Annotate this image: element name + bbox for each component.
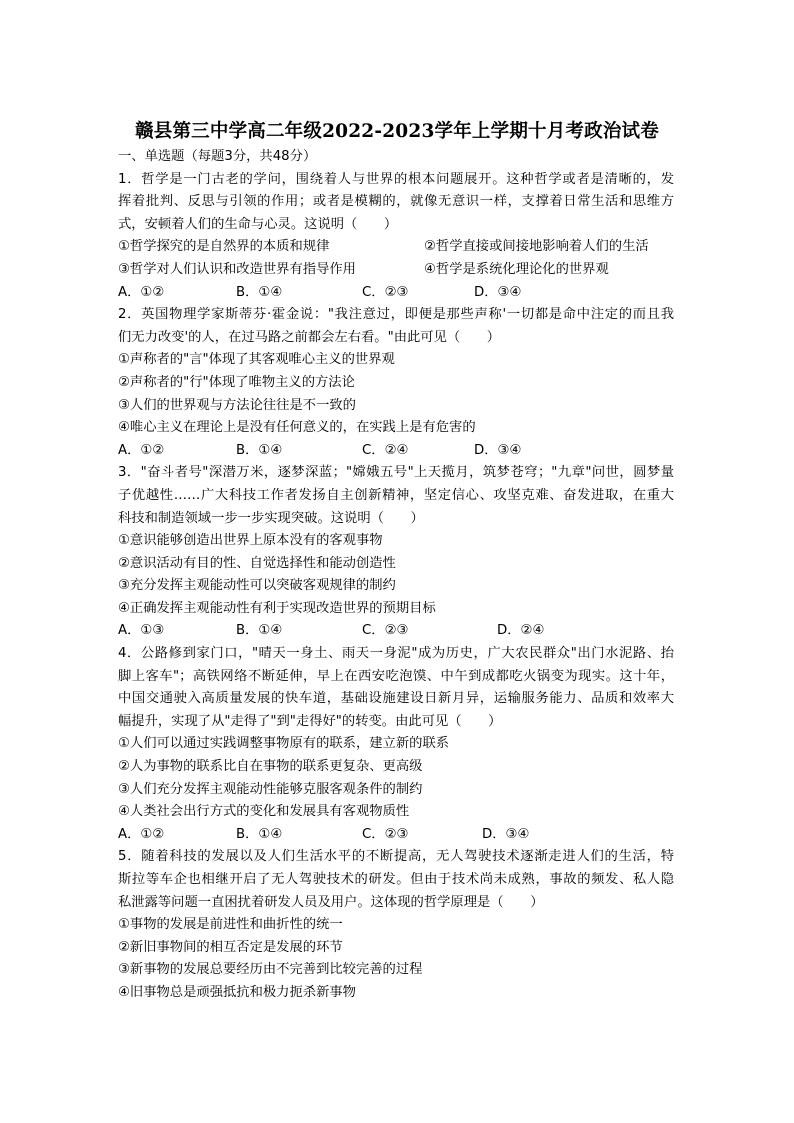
question-4 [118, 643, 674, 846]
question-3-stem-line: 3．"奋斗者号"深潜万米，逐梦深蓝；"嫦娥五号"上天揽月，筑梦苍穹；"九章"问世，圆梦量 [118, 465, 674, 481]
question-4-choices [118, 824, 674, 847]
statement-2: ②新旧事物间的相互否定是发展的环节 [118, 939, 343, 955]
statement-3: ③新事物的发展总要经历由不完善到比较完善的过程 [118, 962, 423, 978]
choice-c[interactable]: C．②③ [362, 284, 409, 300]
statement-2: ②哲学直接或间接地影响着人们的生活 [424, 239, 649, 255]
statement-4: ④哲学是系统化理论化的世界观 [424, 261, 609, 277]
choice-d[interactable]: D．②④ [497, 623, 545, 639]
question-5-stem-line: 5．随着科技的发展以及人们生活水平的不断提高，无人驾驶技术逐渐走进人们的生活，特 [118, 849, 674, 865]
statement-1: ①哲学探究的是自然界的本质和规律 [118, 239, 330, 255]
statement-4: ④旧事物总是顽强抵抗和极力扼杀新事物 [118, 984, 356, 1000]
statement-3: ③人们充分发挥主观能动性能够克服客观条件的制约 [118, 781, 423, 797]
choice-a[interactable]: A．①② [118, 826, 165, 842]
question-5-stem-line: 斯拉等车企也相继开启了无人驾驶技术的研发。但由于技术尚未成熟，事故的频发、私人隐 [118, 872, 674, 887]
choice-c[interactable]: C．②③ [362, 623, 409, 639]
choice-c[interactable]: C．②④ [362, 442, 409, 458]
question-3-stem-line: 子优越性……广大科技工作者发扬自主创新精神，坚定信心、攻坚克难、奋发进取，在重大 [118, 487, 674, 503]
exam-title: 赣县第三中学高二年级2022-2023学年上学期十月考政治试卷 [135, 121, 659, 142]
question-3 [118, 462, 674, 643]
choice-d[interactable]: D．③④ [474, 442, 522, 458]
choice-b[interactable]: B．①④ [236, 623, 283, 639]
question-1-stem-line: 挥着批判、反思与引领的作用；或者是模糊的，就像无意识一样，支撑着日常生活和思维方 [118, 194, 674, 210]
statement-1: ①声称者的"言"体现了其客观唯心主义的世界观 [118, 352, 395, 368]
choice-b[interactable]: B．①④ [236, 284, 283, 300]
statement-4: ④正确发挥主观能动性有利于实现改造世界的预期目标 [118, 600, 436, 616]
choice-a[interactable]: A．①② [118, 442, 165, 458]
choice-b[interactable]: B．①④ [236, 826, 283, 842]
choice-c[interactable]: C．②③ [362, 826, 409, 842]
question-2-stem-line: 2．英国物理学家斯蒂芬·霍金说："我注意过，即便是那些声称'一切都是命中注定的而且我 [118, 307, 674, 323]
question-2 [118, 304, 674, 462]
question-1-statements-row [118, 259, 674, 282]
statement-4: ④唯心主义在理论上是没有任何意义的，在实践上是有危害的 [118, 420, 476, 436]
question-3-choices [118, 620, 674, 643]
statement-3: ③充分发挥主观能动性可以突破客观规律的制约 [118, 578, 396, 594]
question-4-stem-line: 脚上客车"；高铁网络不断延伸，早上在西安吃泡馍、中午到成都吃火锅变为现实。这十年， [118, 668, 674, 684]
choice-a[interactable]: A．①② [118, 284, 165, 300]
statement-2: ②意识活动有目的性、自觉选择性和能动创造性 [118, 555, 396, 571]
question-4-stem-line: 中国交通驶入高质量发展的快车道，基础设施建设日新月异，运输服务能力、品质和效率大 [118, 691, 674, 707]
choice-d[interactable]: D．③④ [474, 284, 522, 300]
question-1-statements-row [118, 236, 674, 259]
statement-3: ③人们的世界观与方法论往往是不一致的 [118, 397, 356, 413]
section-heading: 一、单选题（每题3分，共48分） [118, 149, 317, 164]
question-1-stem-line: 1．哲学是一门古老的学问，围绕着人与世界的根本问题展开。这种哲学或者是清晰的，发 [118, 171, 674, 187]
question-1 [118, 169, 674, 305]
question-1-stem-line: 式，安顿着人们的生命与心灵。这说明（ ） [118, 216, 398, 232]
question-5-stem-line: 私泄露等问题一直困扰着研发人员及用户。这体现的哲学原理是（ ） [118, 894, 544, 910]
question-1-choices [118, 282, 674, 305]
choice-a[interactable]: A．①③ [118, 623, 165, 639]
exam-content [118, 146, 674, 1005]
statement-2: ②声称者的"行"体现了唯物主义的方法论 [118, 374, 355, 390]
statement-3: ③哲学对人们认识和改造世界有指导作用 [118, 261, 356, 277]
statement-4: ④人类社会出行方式的变化和发展具有客观物质性 [118, 804, 410, 820]
question-5 [118, 846, 674, 1004]
statement-2: ②人为事物的联系比自在事物的联系更复杂、更高级 [118, 759, 423, 775]
question-4-stem-line: 4．公路修到家门口，"晴天一身土、雨天一身泥"成为历史，广大农民群众"出门水泥路、抬 [118, 646, 674, 662]
question-2-stem-line: 们无力改变'的人，在过马路之前都会左右看。"由此可见（ ） [118, 329, 501, 345]
question-4-stem-line: 幅提升，实现了从"走得了"到"走得好"的转变。由此可见（ ） [118, 713, 502, 729]
statement-1: ①事物的发展是前进性和曲折性的统一 [118, 917, 343, 933]
statement-1: ①人们可以通过实践调整事物原有的联系，建立新的联系 [118, 736, 450, 752]
choice-d[interactable]: D．③④ [482, 826, 530, 842]
statement-1: ①意识能够创造出世界上原本没有的客观事物 [118, 533, 383, 549]
question-2-choices [118, 440, 674, 463]
question-3-stem-line: 科技和制造领域一步一步实现突破。这说明（ ） [118, 510, 424, 526]
choice-b[interactable]: B．①④ [236, 442, 283, 458]
